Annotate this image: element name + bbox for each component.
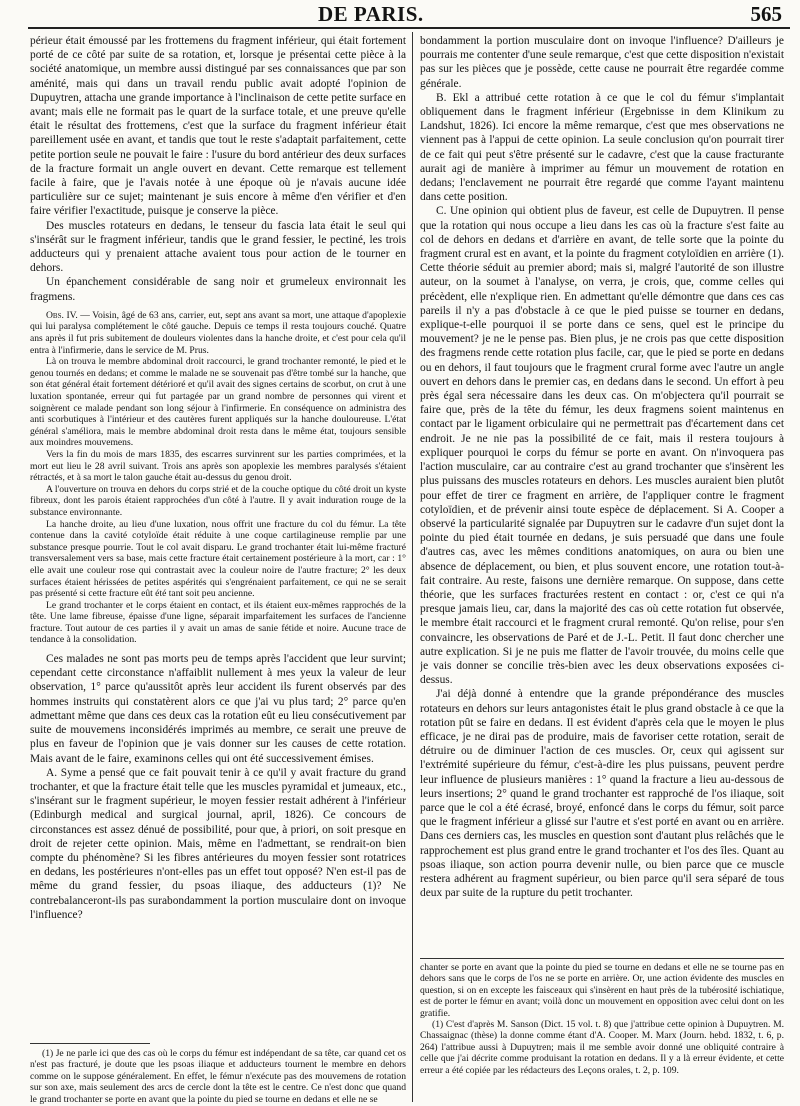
footnote-continuation: chanter se porte en avant que la pointe du pied se tourne en dedans et elle ne se tourne pas en dehors sans que le corps de l'os ne se porte en arrière. Or, une action évidente des muscles en question, si on en excepte les faisceaux qui s'insèrent en haut près de la tubérosité ischiatique, est de porter le fémur en avant; voilà donc un mouvement en opposition avec celui dont on les gratifie. <box>420 962 784 1019</box>
header-rule <box>28 27 790 29</box>
observation-paragraph: Le grand trochanter et le corps étaient en contact, et ils étaient eux-mêmes rapprochés de la tête. Une lame fibreuse, épaisse d'une ligne, séparait imparfaitement les surfaces de l'ancienne fracture. Tout autour de ces parties il y avait un amas de sanie fétide et noire. Aucune trace de tendance à la consolidation. <box>30 599 406 646</box>
paragraph: périeur était émoussé par les frottemens du fragment inférieur, qui était fortement porté de ce côté par suite de sa rotation, et, lorsque je présentai cette pièce à la société anatomique, un membre aussi distingué par ses connaissances que par son aménité, mais qui dans un travail rendu public avait adopté l'opinion de Dupuytren, attacha une grande importance à l'inclinaison de cette petite surface en avant; mais elle ne formait pas le quart de la surface totale, et une preuve qu'elle était le résultat des frottemens, c'est que la surface du fragment inférieur était pareillement usée en avant, et tandis que tout le reste s'adaptait parfaitement, cette petite portion seule ne pouvait le faire : l'usure du bord antérieur des deux surfaces de la fracture formait un angle ouvert en devant. Cette remarque est tellement facile à faire, que je l'avais notée à une époque où je n'avais aucune idée particulière sur ce sujet; maintenant je suis encore à même d'en vérifier et d'en faire vérifier l'exactitude, puisque je conserve la pièce. <box>30 35 406 218</box>
observation-paragraph: Là on trouva le membre abdominal droit raccourci, le grand trochanter remonté, le pied et le genou tournés en dedans; et comme le malade ne se souvenait pas d'être tombé sur la hanche, que son état général était fortement détérioré et qu'il avait des signes certains de scorbut, on crut à une luxation spontanée, erreur qui fut partagée par un grand nombre de personnes qui virent et soignèrent ce malade pendant son long séjour à l'infirmerie. En conséquence on administra des anti scorbutiques à l'intérieur et des cautères furent appliqués sur la hanche douloureuse. L'état général s'améliora, mais le membre abdominal droit resta dans le même état, toujours sensible aux moindres mouvemens. <box>30 356 406 449</box>
paragraph: J'ai déjà donné à entendre que la grande prépondérance des muscles rotateurs en dehors sur leurs antagonistes était le plus grand obstacle à ce que la rotation pût se faire en dedans. Il est évident d'après cela que le moyen le plus efficace, je ne dirai pas de produire, mais de favoriser cette rotation, serait de détruire ou de diminuer l'action de ces muscles. Or, ceux qui agissent sur l'extrémité supérieure du fémur, c'est-à-dire les plus puissans, peuvent perdre leur influence de plusieurs manières : 1° quand la fracture a lieu au-dessous de leurs insertions; 2° quand le grand trochanter est rapproché de l'os iliaque, soit parce que le col a été écrasé, broyé, enfoncé dans le corps du fémur, soit parce que le fragment inférieur a glissé sur l'autre et s'est porté en avant ou en arrière. Dans ces derniers cas, les muscles en question sont d'autant plus relâchés que le rapprochement est plus grand entre le grand trochanter et l'os des îles. Quant au psoas iliaque, son action pourra devenir nulle, ou bien parce que ce muscle restera adhérent au fragment supérieur, ou bien parce qu'il sera séparé de tous deux par suite de la rupture du petit trochanter. <box>420 688 784 900</box>
footnotes-right <box>420 962 784 1104</box>
paragraph: Un épanchement considérable de sang noir et grumeleux environnait les fragmens. <box>30 276 406 303</box>
observation-block <box>30 310 406 646</box>
paragraph: C. Une opinion qui obtient plus de faveur, est celle de Dupuytren. Il pense que la rotation qui nous occupe a lieu dans les cas où la fracture s'est faite au col de dehors en dedans et d'arrière en avant, de telle sorte que la pointe du fragment crural est en avant, et la pointe du fragment cotyloïdien en arrière (1). Cette théorie séduit au premier abord; mais si, malgré l'autorité de son illustre auteur, on la soumet à l'analyse, on verra, je crois, que, comme celles qui précèdent, elle n'explique rien. En admettant qu'elle démontre que dans ces cas pareils il n'y a pas d'obstacle à ce que le pied puisse se tourner en dedans, explique-t-elle pourquoi il se porte dans ce sens, quel est le principe du mouvement? je ne le pense pas. Bien plus, je ne crois pas que cette disposition des fragmens rende cette rotation plus facile, car, que le pied se porte en dedans ou en dehors, il faut toujours que le fragment crural forme avec l'autre un angle ouvert en dehors dans le premier cas, en dedans dans le second. Un effort à peu près égal sera nécessaire dans les deux cas. On m'objectera qu'il pourrait se faire que, près de la tête du fémur, les deux fragmens soient maintenus en contact par le ligament orbiculaire qui ne permettrait pas d'écartement dans cet endroit. Je ne nie pas la possibilité de ce fait, mais il restera toujours à expliquer pourquoi le corps du fémur se porte en avant. On n'invoquera pas l'action musculaire, car au contraire c'est au grand trochanter que s'insèrent les plus puissans des muscles rotateurs en dehors. Les muscles auraient bien plutôt pour effet de tirer ce fragment en arrière, de l'appliquer contre le fragment cotyloïdien, et de prévenir ainsi toute espèce de déplacement. Si A. Cooper a observé la particularité signalée par Dupuytren sur le cadavre d'un sujet dont la pointe du pied était tournée en dedans, je suis persuadé que dans une foule d'autres cas, avec les mêmes conditions anatomiques, on aura ou bien une absence de déplacement, ou bien, et plus souvent encore, une rotation tout-à-fait contraire. Au reste, faisons une dernière remarque. On suppose, dans cette théorie, que les surfaces fracturées restent en contact : or, c'est ce qui n'a presque jamais lieu, car, dans la majorité des cas où cette rotation fut observée, le membre était raccourci et le fragment crural remonté. Qu'on relise, pour s'en convaincre, les observations de Paré et de J.-L. Petit. Il faut donc chercher une autre explication. Si je ne puis me flatter de l'avoir trouvée, du moins celle que je vais donner se concilie très-bien avec les deux observations exposées ci-dessus. <box>420 205 784 687</box>
observation-text: — Voisin, âgé de 63 ans, carrier, eut, sept ans avant sa mort, une attaque d'apoplexie qui lui paralysa complétement le côté gauche. Depuis ce temps il resta toujours couché. Quatre ans après il fut pris subitement de douleurs violentes dans la hanche droite, et c'est pour cela qu'il entra à l'infirmerie, dans le service de M. Prus. <box>30 309 406 356</box>
footnote-rule <box>30 1043 150 1044</box>
left-column <box>30 34 406 1034</box>
observation-paragraph: La hanche droite, au lieu d'une luxation, nous offrit une fracture du col du fémur. La tête contenue dans la cavité cotyloïde était réduite à une coque cartilagineuse remplie par une substance presque pourrie. Tout le col avait disparu. Le grand trochanter était lui-même fracturé transversalement vers sa base, mais cette fracture était certainement postérieure à la mort, car : 1° elle avait une couleur rose qui contrastait avec la couleur noire de l'autre fracture; 2° les deux surfaces étaient hérissées de petites aspérités qui s'engrénaient parfaitement, ce qui ne se serait pas présenté si cette fracture eût été tant soit peu ancienne. <box>30 518 406 600</box>
footnote-rule <box>420 958 784 959</box>
page-number: 565 <box>750 2 782 26</box>
paragraph: Des muscles rotateurs en dedans, le tenseur du fascia lata était le seul qui s'insérât sur le fragment inférieur, tandis que le grand fessier, le pectiné, les trois adducteurs qui y prenaient attache avaient tous pour action de le tourner en dehors. <box>30 219 406 275</box>
paragraph: B. Ekl a attribué cette rotation à ce que le col du fémur s'implantait obliquement dans le fragment inférieur (Ergebnisse in dem Klinikum zu Landshut, 1826). Ici encore la même remarque, c'est que mes observations ne viennent pas à l'appui de cette opinion. La seule conclusion qu'on pourrait tirer de ce fait qui peut s'être présenté sur le cadavre, c'est que la cause fracturante aurait agi de manière à imprimer au fémur un mouvement de rotation en dedans; l'enclavement ne pourrait être regardé que comme l'ayant maintenu dans cette position. <box>420 91 784 204</box>
paragraph: Ces malades ne sont pas morts peu de temps après l'accident que leur survint; cependant cette circonstance n'affaiblit nullement à mes yeux la valeur de leur observation, 1° parce qu'aussitôt après leur accident ils furent observés par des hommes instruits qui constatèrent alors ce que j'ai vu plus tard; 2° parce qu'en admettant même que dans ces deux cas la rotation eût eu lieu consécutivement par suite de mouvemens inconsidérés imprimés au membre, ce serait une preuve de plus en faveur de l'opinion que je vais donner sur les causes de cette rotation. Mais avant de le faire, examinons celles qui ont été successivement émises. <box>30 653 406 765</box>
observation-paragraph: A l'ouverture on trouva en dehors du corps strié et de la couche optique du côté droit un kyste fibreux, dont les parois étaient rapprochées d'un côté à l'autre. Il y avait induration rouge de la substance environnante. <box>30 483 406 518</box>
footnote: (1) C'est d'après M. Sanson (Dict. 15 vol. t. 8) que j'attribue cette opinion à Dupuytren. M. Chassaignac (thèse) la donne comme étant d'A. Cooper. M. Marx (Journ. hebd. 1832, t. 6, p. 264) l'attribue aussi à Dupuytren; mais il me semble avoir donné une obliquité contraire à celle que j'ai décrite comme produisant la rotation en dedans. Il y a là erreur évidente, et cette erreur a été copiée par les rédacteurs des Leçons orales, t. 2, p. 109. <box>420 1019 784 1076</box>
paragraph: bondamment la portion musculaire dont on invoque l'influence? D'ailleurs je pourrais me contenter d'une seule remarque, c'est que cette disposition n'existait pas sur les pièces que je possède, cette cause ne pourrait être regardée comme générale. <box>420 35 784 90</box>
running-header <box>0 2 800 26</box>
right-column <box>420 34 784 910</box>
paragraph: A. Syme a pensé que ce fait pouvait tenir à ce qu'il y avait fracture du grand trochanter, et que la fracture était telle que les muscles pyramidal et jumeaux, etc., s'insérant sur le fragment supérieur, le moyen fessier restait adhérent à l'inférieur (Edinburgh medical and surgical journal, april, 1826). Ce concours de circonstances est assez dénué de possibilité, pour que, à priori, on soit presque en droit de rejeter cette opinion. Mais, même en l'admettant, se rendrait-on bien compte du phénomène? Si les fibres antérieures du moyen fessier sont rotatrices en dedans, les postérieures n'ont-elles pas un effet tout opposé? N'en est-il pas de même du grand fessier, du psoas iliaque, des adducteurs (1)? Ne contrebalanceront-ils pas surabondamment la portion musculaire dont on invoque l'influence? <box>30 766 406 921</box>
column-divider <box>412 32 413 1102</box>
footnotes-left <box>30 1048 406 1104</box>
observation-intro <box>30 310 406 356</box>
observation-paragraph: Vers la fin du mois de mars 1835, des escarres survinrent sur les parties comprimées, et la mort eut lieu le 28 avril suivant. Trois ans après son apoplexie les membres paralysés s'étaient rétractés, et à sa mort le talon gauche était au-dessus du genou droit. <box>30 448 406 484</box>
running-title: DE PARIS. <box>318 2 424 26</box>
observation-label: Obs. IV. <box>46 309 78 321</box>
footnote: (1) Je ne parle ici que des cas où le corps du fémur est indépendant de sa tête, car quand cet os n'est pas fracturé, je doute que les psoas iliaque et adducteurs tournent le membre en dehors comme on le suppose généralement. En effet, le fémur n'exécute pas des mouvemens de rotation sur son axe, mais seulement des arcs de cercle dont la tête est le centre. Ce n'est donc que quand le grand trochanter se porte en avant que la pointe du pied se tourne en dedans et elle ne se <box>30 1048 406 1104</box>
